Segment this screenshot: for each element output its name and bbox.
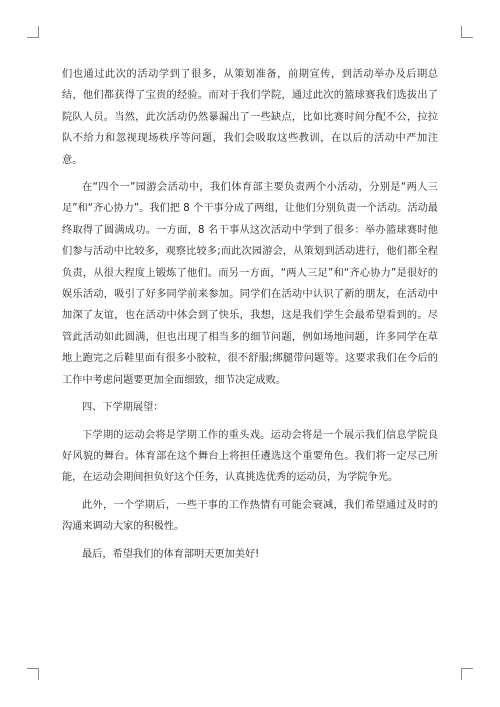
crop-mark-bottom-right-vertical [461,668,462,680]
paragraph-sports-meet: 下学期的运动会将是学期工作的重头戏。运动会将是一个展示我们信息学院良好风貌的舞台。体育部在这个舞台上将担任遴选这个重要角色。我们将一定尽己所能，在运动会期间担负好这个任务，认真挑选优秀的运动员，为学院争光。 [62,429,438,484]
paragraph-continuation: 们也通过此次的活动学到了很多，从策划准备，前期宣传，到活动举办及后期总结，他们都获得了宝贵的经验。而对于我们学院，通过此次的篮球赛我们选拔出了院队人员。当然，此次活动仍然暴漏出了一些缺点，比如比赛时间分配不公，拉拉队不给力和忽视现场秩序等问题，我们会吸取这些教训，在以后的活动中严加注意。 [62,69,438,166]
paragraph-closing: 最后，希望我们的体育部明天更加美好! [82,548,260,560]
document-body [62,64,438,565]
paragraph-garden-party: 在“四个一”园游会活动中，我们体育部主要负责两个小活动，分别是“两人三足”和“齐心协力”。我们把 8 个干事分成了两组，让他们分别负责一个活动。活动最终取得了圆满成功。一方面，8 名干事从这次活动中学到了很多：举办篮球赛时他们参与活动中比较多，观察比较多;而此次园游会，从策划到活动进行，他们都全程负责，从很大程度上锻炼了他们。而另一方面，“两人三足”和“齐心协力”是很好的娱乐活动，吸引了好多同学前来参加。同学们在活动中认识了新的朋友，在活动中加深了友谊，也在活动中体会到了快乐，我想，这是我们学生会最希望看到的。尽管此活动如此圆满，但也出现了相当多的细节问题，例如场地问题，许多同学在草地上跑完之后鞋里面有很多小胶粒，很不舒服;绑腿带问题等。这要求我们在今后的工作中考虑问题要更加全面细致，细节决定成败。 [62,182,438,386]
crop-mark-bottom-left-vertical [38,668,39,680]
crop-mark-top-right-horizontal [461,37,473,38]
section-heading: 四、下学期展望： [82,402,164,414]
paragraph-motivation: 此外，一个学期后，一些干事的工作热情有可能会衰减，我们希望通过及时的沟通来调动大家的积极性。 [62,499,438,533]
crop-mark-bottom-left-horizontal [27,668,39,669]
crop-mark-bottom-right-horizontal [461,668,473,669]
crop-mark-top-left-horizontal [27,37,39,38]
